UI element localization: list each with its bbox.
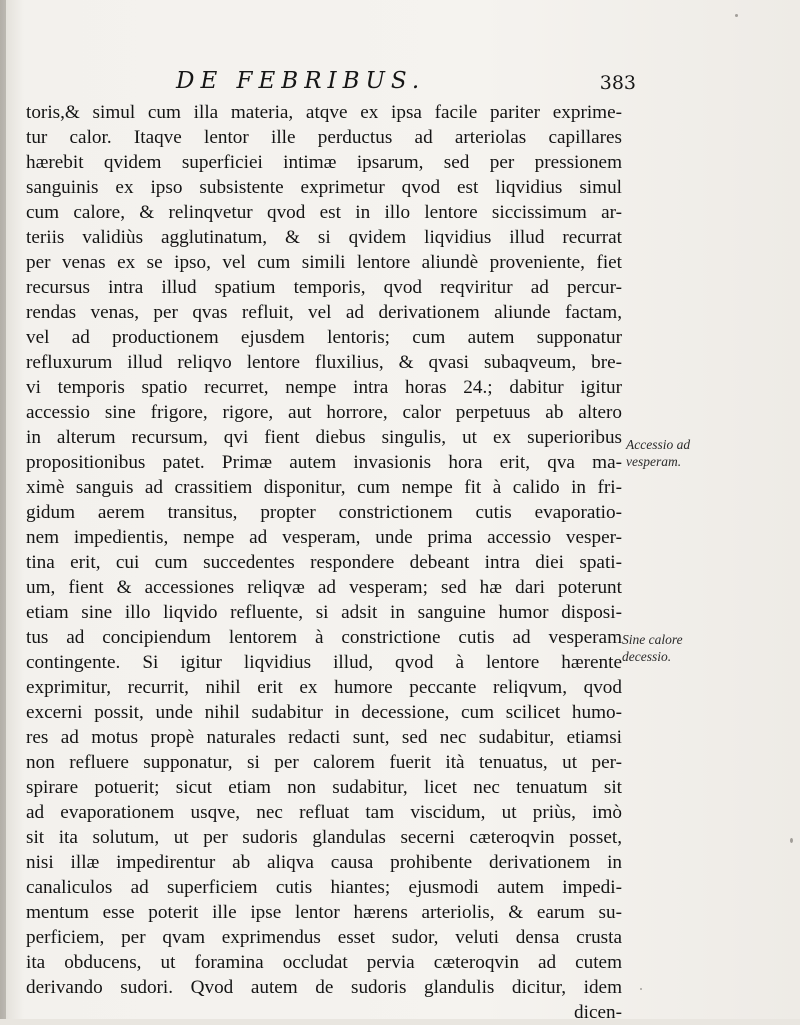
text-line: tur calor. Itaqve lentor ille perductus ad arteriolas capillares xyxy=(26,127,622,148)
text-line: vi temporis spatio recurret, nempe intra horas 24.; dabitur igitur xyxy=(26,377,622,398)
text-line: etiam sine illo liqvido refluente, si adsit in sanguine humor disposi- xyxy=(26,602,622,623)
page-header xyxy=(176,68,636,98)
marginal-note-line: Accessio ad xyxy=(626,437,691,452)
text-line: nisi illæ impedirentur ab aliqva causa prohibente derivationem in xyxy=(26,852,622,873)
text-line: derivando sudori. Qvod autem de sudoris glandulis dicitur, idem xyxy=(26,977,622,998)
text-line: cum calore, & relinqvetur qvod est in illo lentore siccissimum ar- xyxy=(26,202,622,223)
text-line: refluxurum illud reliqvo lentore fluxilius, & qvasi subaqveum, bre- xyxy=(26,352,622,373)
text-line: perficiem, per qvam exprimendus esset sudor, veluti densa crusta xyxy=(26,927,622,948)
marginal-note-line: Sine calore xyxy=(622,632,683,647)
marginal-note-accessio xyxy=(626,436,736,470)
text-line: ita obducens, ut foramina occludat pervia cæteroqvin ad cutem xyxy=(26,952,622,973)
text-line: vel ad productionem ejusdem lentoris; cum autem supponatur xyxy=(26,327,622,348)
text-line: accessio sine frigore, rigore, aut horrore, calor perpetuus ab altero xyxy=(26,402,622,423)
running-title: DE FEBRIBUS. xyxy=(176,68,426,94)
text-line: ad evaporationem usqve, nec refluat tam viscidum, ut priùs, imò xyxy=(26,802,622,823)
body-text xyxy=(26,100,622,1025)
text-line: sit ita solutum, ut per sudoris glandulas secerni cæteroqvin posset, xyxy=(26,827,622,848)
catchword: dicen- xyxy=(574,1002,622,1023)
text-line: sanguinis ex ipso subsistente exprimetur qvod est liqvidius simul xyxy=(26,177,622,198)
text-line: recursus intra illud spatium temporis, qvod reqviritur ad percur- xyxy=(26,277,622,298)
text-line: um, fient & accessiones reliqvæ ad vesperam; sed hæ dari poterunt xyxy=(26,577,622,598)
marginal-note-line: decessio. xyxy=(622,649,672,664)
text-line: in alterum recursum, qvi fient diebus singulis, ut ex superioribus xyxy=(26,427,622,448)
text-line: hærebit qvidem superficiei intimæ ipsarum, sed per pressionem xyxy=(26,152,622,173)
text-line: toris,& simul cum illa materia, atqve ex ipsa facile pariter exprime- xyxy=(26,102,622,123)
text-line: rendas venas, per qvas refluit, vel ad derivationem aliunde factam, xyxy=(26,302,622,323)
ink-speck xyxy=(640,988,642,990)
text-line: teriis validiùs agglutinatum, & si qvidem liqvidius illud recurrat xyxy=(26,227,622,248)
text-line: excerni possit, unde nihil sudabitur in decessione, cum scilicet humo- xyxy=(26,702,622,723)
text-line: spirare potuerit; sicut etiam non sudabitur, licet nec tenuatum sit xyxy=(26,777,622,798)
text-line: ximè sanguis ad crassitiem disponitur, cum nempe fit à calido in fri- xyxy=(26,477,622,498)
text-line: mentum esse poterit ille ipse lentor hærens arteriolis, & earum su- xyxy=(26,902,622,923)
text-line: nem impedientis, nempe ad vesperam, unde prima accessio vesper- xyxy=(26,527,622,548)
text-line: tina erit, cui cum succedentes respondere debeant intra diei spati- xyxy=(26,552,622,573)
page-number: 383 xyxy=(599,72,636,94)
gutter-shadow xyxy=(0,0,6,1019)
text-line: exprimitur, recurrit, nihil erit ex humore peccante reliqvum, qvod xyxy=(26,677,622,698)
text-line: canaliculos ad superficiem cutis hiantes; ejusmodi autem impedi- xyxy=(26,877,622,898)
text-line: res ad motus propè naturales redacti sunt, sed nec sudabitur, etiamsi xyxy=(26,727,622,748)
text-line: per venas ex se ipso, vel cum simili lentore aliundè proveniente, fiet xyxy=(26,252,622,273)
text-line: gidum aerem transitus, propter constrictionem cutis evaporatio- xyxy=(26,502,622,523)
text-line: propositionibus patet. Primæ autem invasionis hora erit, qva ma- xyxy=(26,452,622,473)
text-line: tus ad concipiendum lentorem à constrictione cutis ad vesperam xyxy=(26,627,622,648)
ink-speck xyxy=(790,838,793,843)
marginal-note-decessio xyxy=(622,631,732,665)
text-line: contingente. Si igitur liqvidius illud, qvod à lentore hærente xyxy=(26,652,622,673)
text-line: non refluere supponatur, si per calorem fuerit ità tenuatus, ut per- xyxy=(26,752,622,773)
ink-speck xyxy=(735,14,738,17)
marginal-note-line: vesperam. xyxy=(626,454,682,469)
